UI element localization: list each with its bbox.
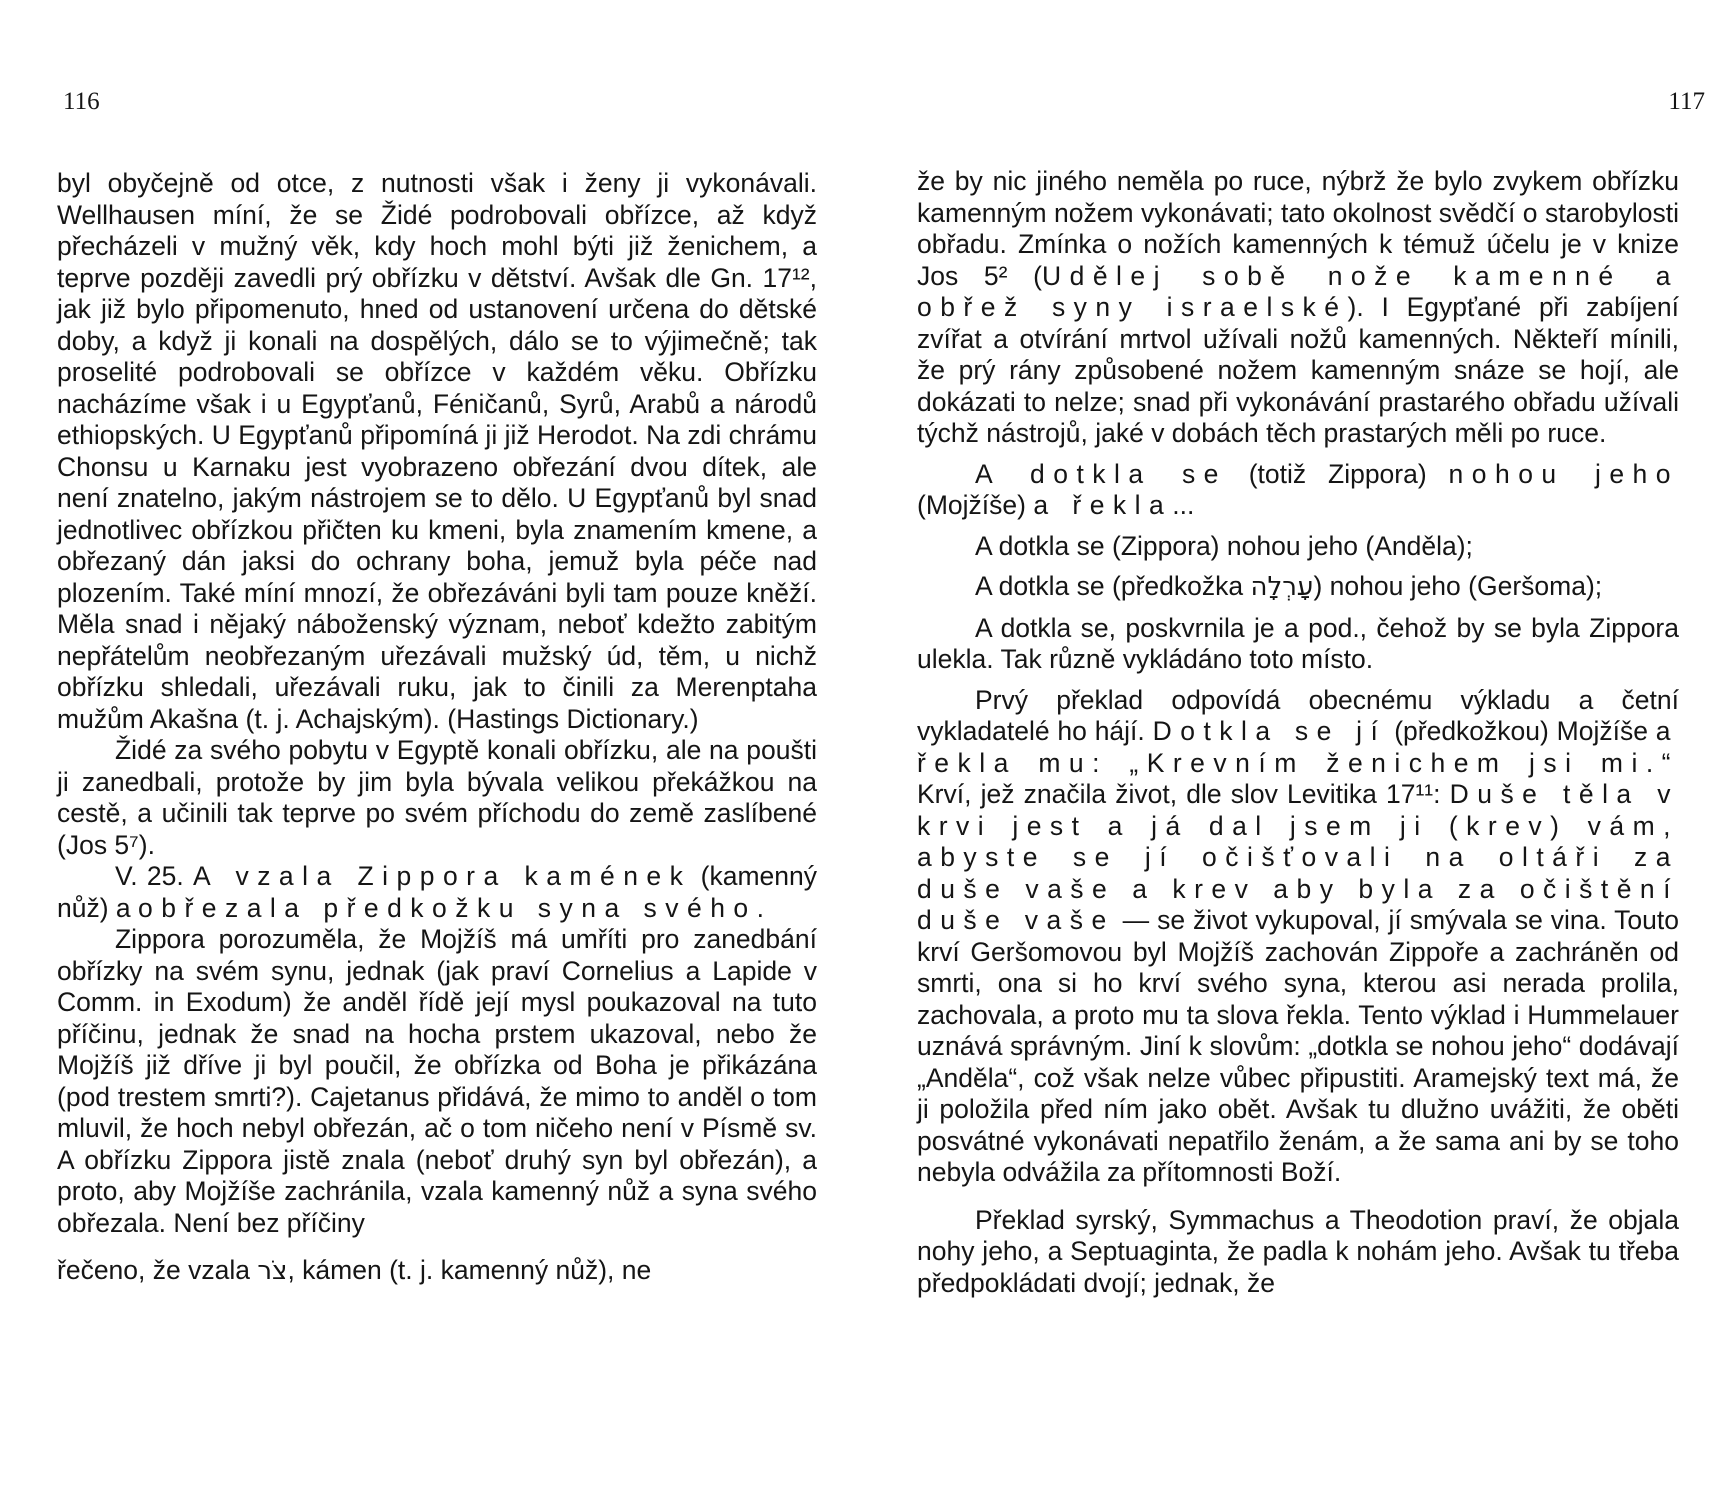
page-number-right: 117 <box>1668 88 1705 115</box>
verse-quote-2: obřezala předkožku syna svého. <box>138 892 773 923</box>
paragraph-right-6: Prvý překlad odpovídá obecnému výkladu a četní vykladatelé ho hájí. Dotkla se jí (předkožkou) Mojžíše a řekla mu: „Krevním ženichem jsi mi.“ Krví, jež značila život, dle slov Levitika 17¹¹: Duše těla v krvi jest a já dal jsem ji (krev) vám, abyste se jí očišťovali na oltáři za duše vaše a krev aby byla za očištění duše vaše — se život vykupoval, jí smývala se vina. Touto krví Geršomovou byl Mojžíš zachován Zippoře a zachráněn od smrti, ona si ho krví svého syna, kterou asi nerada prolila, zachovala, a proto mu ta slova řekla. Tento výklad i Hummelauer uznává správným. Jiní k slovům: „dotkla se nohou jeho“ dodávají „Anděla“, což však nelze vůbec připustiti. Aramejský text má, že ji položila před ním jako obět. Avšak tu dlužno uvážiti, že oběti posvátné vykonávati nepatřilo ženám, a že sama ani by se toho nebyla odvážila za přítomnosti Boží. <box>917 684 1680 1187</box>
paragraph-left-1: byl obyčejně od otce, z nutnosti však i ženy ji vykonávali. Wellhausen míní, že se Židé podrobovali obřízce, až když přecházeli v mužný věk, kdy hoch mohl býti již ženichem, a teprve později zavedli prý obřízku v dětství. Avšak dle Gn. 17¹², jak již bylo připomenuto, hned od ustanovení určena do dětské doby, a když ji konali na dospělých, dálo se to výjimečně; tak proselité podrobovali se obřízce v každém věku. Obřízku nacházíme však i u Egypťanů, Féničanů, Syrů, Arabů a národů ethiopských. U Egypťanů připomíná ji již Herodot. Na zdi chrámu Chonsu u Karnaku jest vyobrazeno obřezání dvou dítek, ale není znatelno, jakým nástrojem se to dělo. U Egypťanů byl snad jednotlivec obřízkou přičten ku kmeni, byla znamením kmene, a obřezaný dán jaksi do ochrany boha, jemuž byla péče nad plozením. Také míní mnozí, že obřezáváni byli tam pouze kněží. Měla snad i nějaký náboženský význam, neboť kdežto zabitým nepřátelům neobřezaným uřezávali mužský úd, těm, u nichž obřízku shledali, uřezávali ruku, jak to činili za Merenptaha mužům Akašna (t. j. Achajským). (Hastings Dictionary.) <box>57 168 817 734</box>
paragraph-right-4: A dotkla se (předkožka עָרְלָה) nohou jeho (Geršoma); <box>975 571 1603 602</box>
left-page-text <box>57 168 817 1288</box>
verse-gloss: (kamenný nůž) a <box>57 861 817 923</box>
right-page <box>905 0 1705 1500</box>
paragraph-right-3: A dotkla se (Zippora) nohou jeho (Anděla); <box>975 530 1473 561</box>
hebrew-word-orlah: עָרְלָה <box>1250 572 1314 602</box>
paragraph-right-7: Překlad syrský, Symmachus a Theodotion praví, že objala nohy jeho, a Septuaginta, že padla k nohám jeho. Avšak tu třeba předpokládati dvojí; jednak, že <box>917 1204 1679 1298</box>
verse-quote-1: A vzala Zippora kamének <box>193 861 692 891</box>
right-page-text <box>917 166 1679 1299</box>
paragraph-left-5: řečeno, že vzala צֹר, kámen (t. j. kamenný nůž), ne <box>57 1255 652 1286</box>
paragraph-right-5: A dotkla se, poskvrnila je a pod., čehož by se byla Zippora ulekla. Tak různě vykládáno toto místo. <box>917 612 1679 674</box>
paragraph-right-1: že by nic jiného neměla po ruce, nýbrž že bylo zvykem obřízku kamenným nožem vykonávati; tato okolnost svědčí o starobylosti obřadu. Zmínka o nožích kamenných k témuž účelu je v knize Jos 5² (Udělej sobě nože kamenné a obřež syny israelské). I Egypťané při zabíjení zvířat a otvírání mrtvol užívali nožů kamenných. Někteří mínili, že prý rány způsobené nožem kamenným snáze se hojí, ale dokázati to nelze; snad při vykonávání prastarého obřadu užívali týchž nástrojů, jaké v dobách těch prastarých měli po ruce. <box>917 166 1679 448</box>
paragraph-left-2: Židé za svého pobytu v Egyptě konali obřízku, ale na poušti ji zanedbali, protože by jim byla bývala velikou překážkou na cestě, a učinili tak teprve po svém příchodu do země zaslíbené (Jos 5⁷). <box>57 735 817 860</box>
page-number-left: 116 <box>63 88 100 115</box>
verse-ref: V. 25. <box>115 861 194 891</box>
paragraph-left-3 <box>57 861 817 924</box>
paragraph-left-4: Zippora porozuměla, že Mojžíš má umříti pro zanedbání obřízky na svém synu, jednak (jak praví Cornelius a Lapide v Comm. in Exodum) že anděl řídě její mysl poukazoval na tuto příčinu, jednak že snad na hocha prstem ukazoval, nebo že Mojžíš již dříve ji byl poučil, že obřízka od Boha je přikázána (pod trestem smrti?). Cajetanus přidává, že mimo to anděl o tom mluvil, že hoch nebyl obřezán, ač o tom ničeho není v Písmě sv. A obřízku Zippora jistě znala (neboť druhý syn byl obřezán), a proto, aby Mojžíše zachránila, vzala kamenný nůž a syna svého obřezala. Není bez příčiny <box>57 924 817 1238</box>
hebrew-word-tsor: צֹר <box>257 1256 288 1286</box>
quote-jos: Udělej sobě nože kamenné a obřež syny israelské <box>917 260 1679 322</box>
left-page <box>45 0 845 1500</box>
paragraph-right-2: A dotkla se (totiž Zippora) nohou jeho (Mojžíše) a řekla... <box>917 458 1679 520</box>
